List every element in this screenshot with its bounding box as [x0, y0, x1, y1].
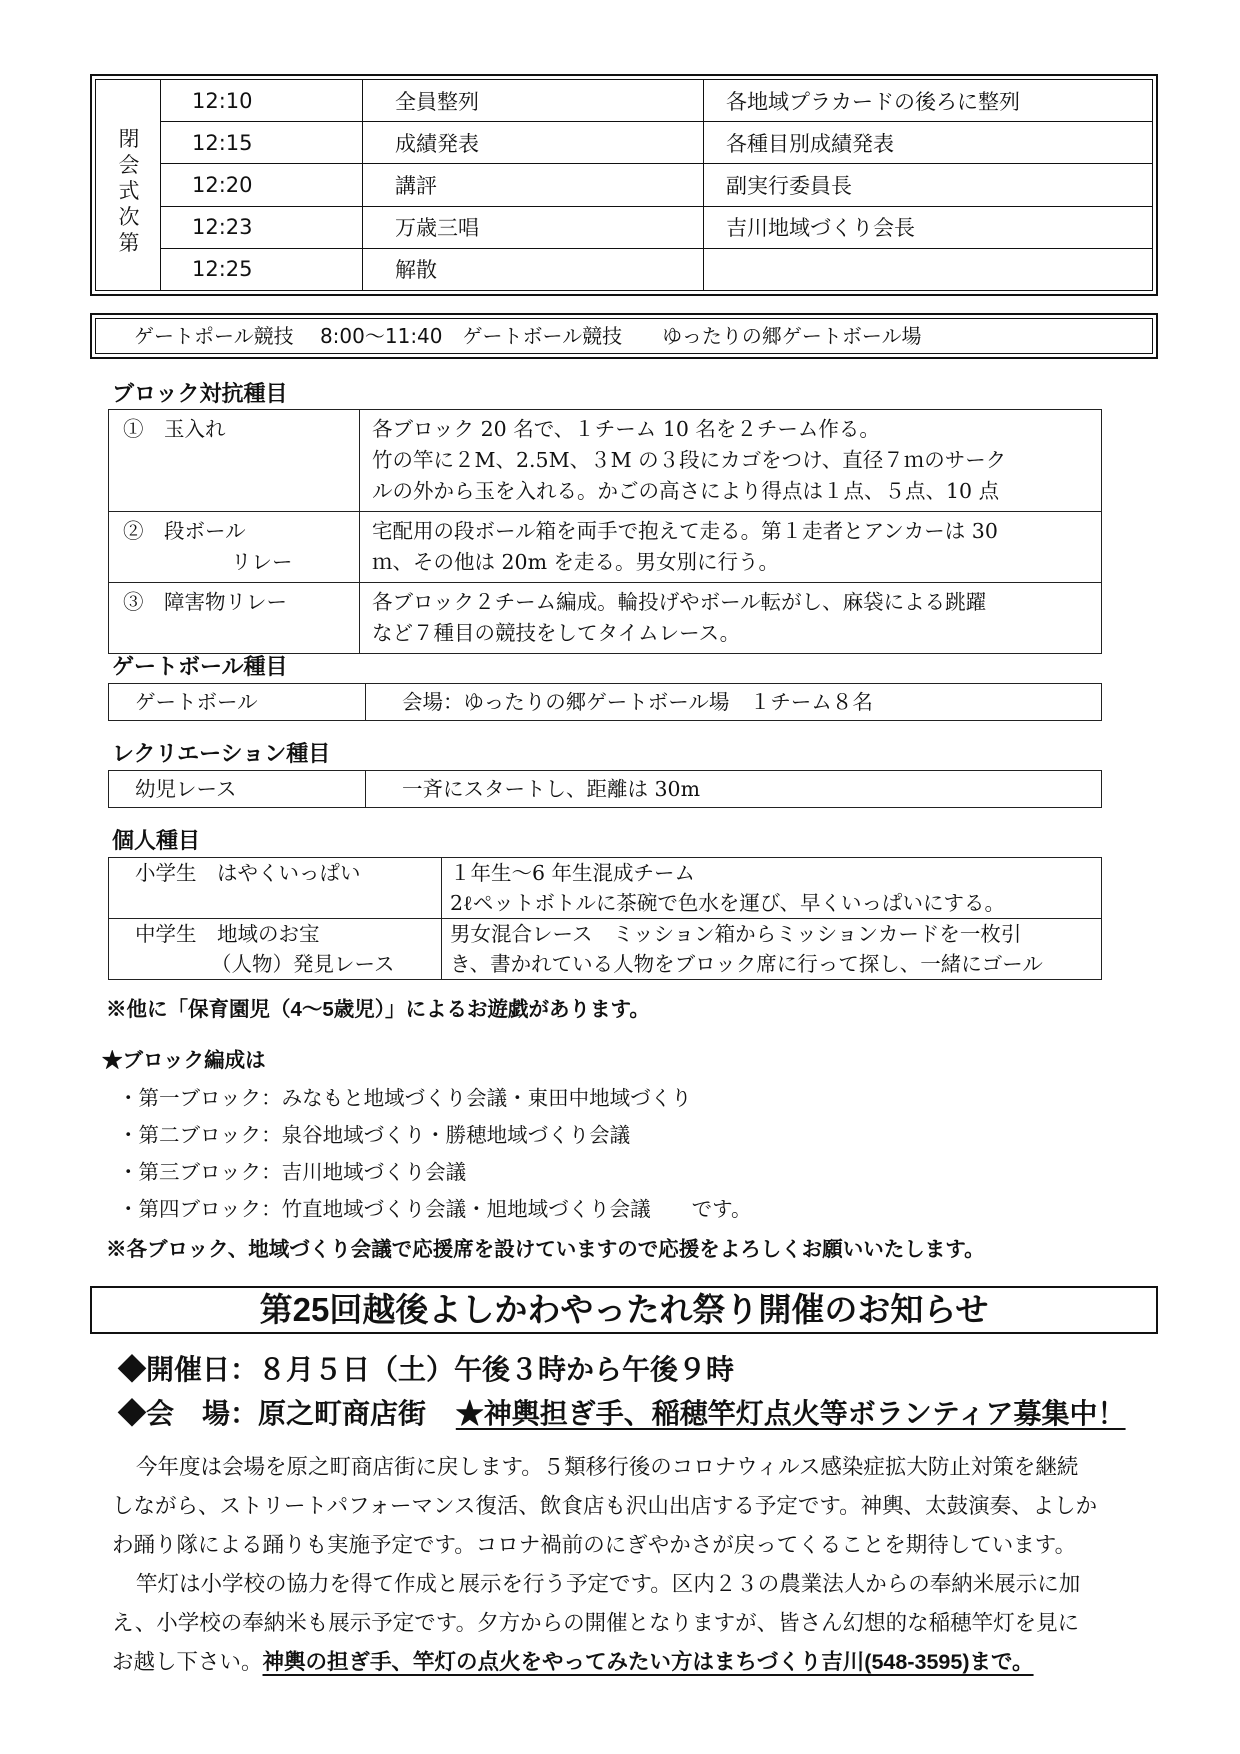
table-row — [160, 122, 1152, 164]
event-label: ① 玉入れ — [123, 417, 226, 441]
table-row — [109, 919, 1102, 980]
event-label-cont: （人物）発見レース — [211, 952, 395, 976]
festival-date: ◆開催日：８月５日（土）午後３時から午後９時 — [118, 1354, 735, 1385]
event-description — [360, 512, 1102, 583]
event-description — [360, 583, 1102, 654]
table-row — [109, 771, 1102, 808]
event-description — [442, 919, 1102, 980]
event-line: き、書かれている人物をブロック席に行って探し、一緒にゴール — [450, 952, 1043, 976]
event-description: 一斉にスタートし、距離は 30m — [366, 771, 1102, 808]
list-item: ・第三ブロック：吉川地域づくり会議 — [118, 1161, 467, 1184]
gateball-events-title: ゲートボール種目 — [112, 654, 288, 679]
table-row — [109, 583, 1102, 654]
event-label: ③ 障害物リレー — [123, 590, 287, 614]
event-label: 小学生 はやくいっぱい — [135, 861, 361, 885]
gateball-events-table — [108, 683, 1102, 721]
event-label: ② 段ボール — [123, 519, 246, 543]
schedule-time: 12:10 — [160, 80, 363, 122]
table-row — [109, 858, 1102, 919]
event-label-cell — [109, 410, 360, 512]
paragraph-text: お越し下さい。 — [112, 1650, 263, 1675]
event-line: ｍ、その他は 20m を走る。男女別に行う。 — [372, 550, 780, 574]
schedule-item: 成績発表 — [363, 122, 704, 164]
event-description — [360, 410, 1102, 512]
schedule-time: 12:25 — [160, 248, 363, 290]
schedule-note — [704, 248, 1153, 290]
schedule-item: 解散 — [363, 248, 704, 290]
closing-ceremony-label — [96, 80, 161, 290]
list-item: ・第一ブロック：みなもと地域づくり会議・東田中地域づくり — [118, 1087, 692, 1110]
schedule-note: 各地域プラカードの後ろに整列 — [704, 80, 1153, 122]
gateball-banner — [90, 313, 1158, 359]
gateball-banner-text: ゲートポール競技 8:00～11:40 ゲートボール競技 ゆったりの郷ゲートボール場 — [95, 318, 1153, 354]
festival-title-box — [90, 1286, 1158, 1334]
schedule-time: 12:23 — [160, 206, 363, 248]
schedule-time: 12:20 — [160, 164, 363, 206]
event-line: など７種目の競技をしてタイムレース。 — [372, 621, 741, 645]
table-row — [109, 410, 1102, 512]
support-seat-note: ※各ブロック、地域づくり会議で応援席を設けていますので応援をよろしくお願いいたします。 — [106, 1238, 985, 1261]
table-row — [109, 512, 1102, 583]
event-line: 2ℓペットボトルに茶碗で色水を運び、早くいっぱいにする。 — [450, 891, 1006, 915]
event-label-cont: リレー — [231, 550, 293, 574]
schedule-item: 講評 — [363, 164, 704, 206]
event-description — [442, 858, 1102, 919]
block-composition-heading: ★ブロック編成は — [102, 1049, 266, 1072]
paragraph-line: しながら、ストリートパフォーマンス復活、飲食店も沢山出店する予定です。神輿、太鼓演奏、よしか — [112, 1494, 1098, 1519]
event-description: 会場：ゆったりの郷ゲートボール場 １チーム８名 — [366, 684, 1102, 721]
festival-paragraph-1 — [112, 1448, 1162, 1565]
event-line: ルの外から玉を入れる。かごの高さにより得点は１点、５点、10 点 — [372, 479, 1000, 503]
event-line: １年生～6 年生混成チーム — [450, 861, 696, 885]
individual-events-table — [108, 857, 1102, 980]
event-line: 各ブロック２チーム編成。輪投げやボール転がし、麻袋による跳躍 — [372, 590, 987, 614]
paragraph-line: わ踊り隊による踊りも実施予定です。コロナ禍前のにぎやかさが戻ってくることを期待しています。 — [112, 1533, 1077, 1558]
paragraph-line — [112, 1643, 1162, 1682]
closing-ceremony-table — [90, 74, 1158, 296]
block-composition-list — [118, 1080, 751, 1228]
paragraph-line: 今年度は会場を原之町商店街に戻します。５類移行後のコロナウィルス感染症拡大防止対策を継続 — [136, 1455, 1079, 1480]
event-line: 宅配用の段ボール箱を両手で抱えて走る。第１走者とアンカーは 30 — [372, 519, 998, 543]
event-label: ゲートボール — [109, 684, 366, 721]
other-performance-note: ※他に「保育園児（4～5歳児）」によるお遊戯があります。 — [106, 998, 650, 1021]
event-label-cell — [109, 858, 442, 919]
individual-events-title: 個人種目 — [112, 828, 201, 853]
schedule-note: 吉川地域づくり会長 — [704, 206, 1153, 248]
list-item: ・第二ブロック：泉谷地域づくり・勝穂地域づくり会議 — [118, 1124, 631, 1147]
table-row — [160, 206, 1152, 248]
table-row — [160, 80, 1152, 122]
volunteer-recruitment: ★神輿担ぎ手、稲穂竿灯点火等ボランティア募集中！ — [455, 1398, 1126, 1429]
paragraph-line: え、小学校の奉納米も展示予定です。夕方からの開催となりますが、皆さん幻想的な稲穂竿灯を見に — [112, 1611, 1080, 1636]
table-row — [109, 684, 1102, 721]
schedule-item: 万歳三唱 — [363, 206, 704, 248]
schedule-note: 各種目別成績発表 — [704, 122, 1153, 164]
event-line: 男女混合レース ミッション箱からミッションカードを一枚引 — [450, 922, 1022, 946]
festival-paragraph-2 — [112, 1565, 1162, 1682]
festival-venue-line — [118, 1392, 1126, 1432]
event-line: 竹の竿に２M、2.5M、３M の３段にカゴをつけ、直径７ｍのサーク — [372, 448, 1007, 472]
list-item: ・第四ブロック：竹直地域づくり会議・旭地域づくり会議 です。 — [118, 1198, 752, 1221]
paragraph-line: 竿灯は小学校の協力を得て作成と展示を行う予定です。区内２３の農業法人からの奉納米展示に加 — [136, 1572, 1081, 1597]
event-label: 中学生 地域のお宝 — [135, 922, 320, 946]
closing-schedule — [160, 80, 1152, 290]
closing-ceremony-label-text: 閉会式次第 — [118, 127, 140, 255]
event-label: 幼児レース — [109, 771, 366, 808]
festival-venue: ◆会 場：原之町商店街 — [118, 1398, 427, 1429]
recreation-events-table — [108, 770, 1102, 808]
schedule-item: 全員整列 — [363, 80, 704, 122]
table-row — [160, 248, 1152, 290]
event-label-cell — [109, 512, 360, 583]
festival-title: 第25回越後よしかわやったれ祭り開催のお知らせ — [259, 1291, 989, 1328]
block-events-title: ブロック対抗種目 — [112, 381, 288, 406]
event-line: 各ブロック 20 名で、１チーム 10 名を２チーム作る。 — [372, 417, 880, 441]
event-label-cell — [109, 919, 442, 980]
block-events-table — [108, 409, 1102, 654]
schedule-time: 12:15 — [160, 122, 363, 164]
volunteer-contact: 神輿の担ぎ手、竿灯の点火をやってみたい方はまちづくり吉川(548-3595)まで。 — [262, 1650, 1034, 1674]
schedule-note: 副実行委員長 — [704, 164, 1153, 206]
table-row — [160, 164, 1152, 206]
recreation-events-title: レクリエーション種目 — [112, 741, 331, 766]
event-label-cell — [109, 583, 360, 654]
